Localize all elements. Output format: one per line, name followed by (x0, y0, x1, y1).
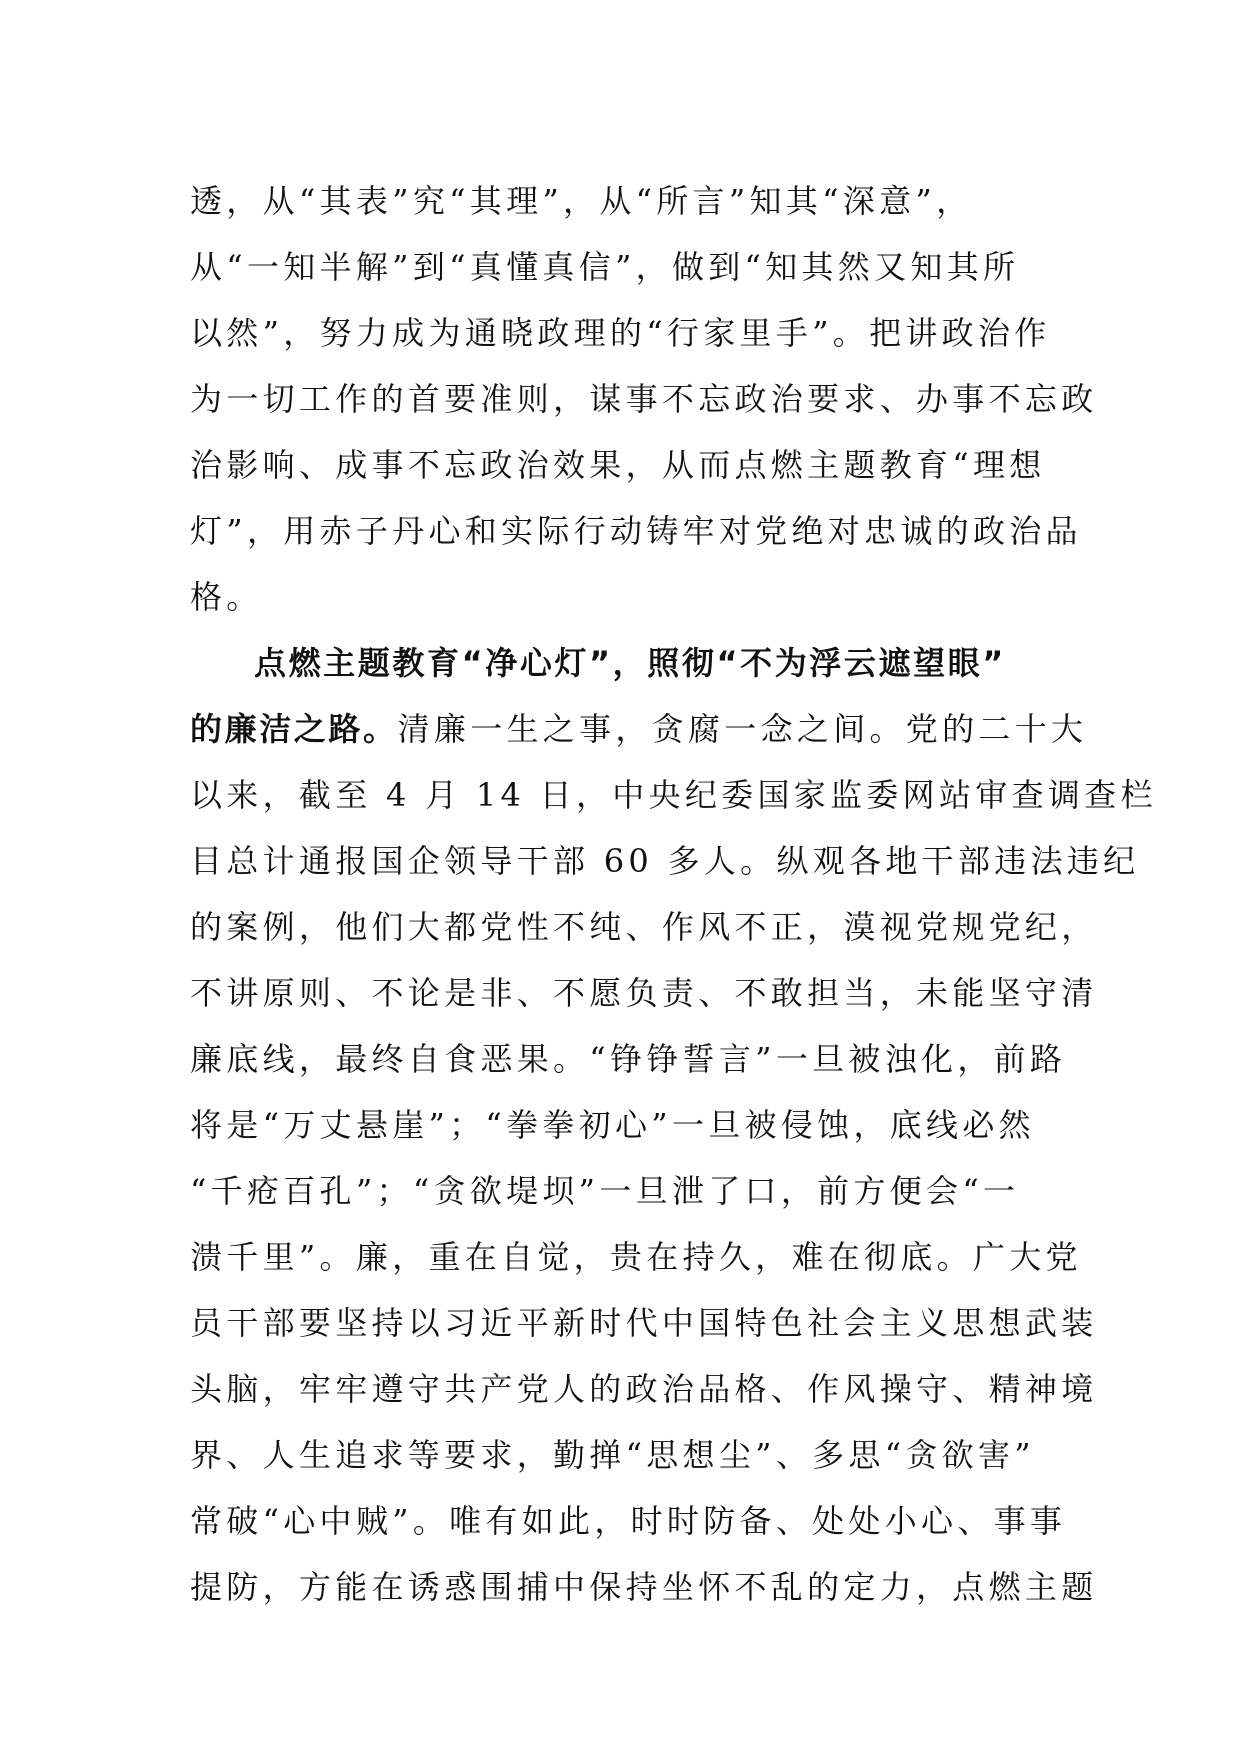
paragraph-line: 将是“万丈悬崖”；“拳拳初心”一旦被侵蚀，底线必然 (190, 1106, 1035, 1144)
paragraph-line: 常破“心中贼”。唯有如此，时时防备、处处小心、事事 (190, 1502, 1067, 1540)
paragraph-line: 提防，方能在诱惑围捕中保持坐怀不乱的定力，点燃主题 (190, 1568, 1098, 1606)
paragraph-line: 溃千里”。廉，重在自觉，贵在持久，难在彻底。广大党 (190, 1238, 1082, 1276)
paragraph-text: 清廉一生之事，贪腐一念之间。党的二十大 (397, 710, 1088, 748)
paragraph-line: 不讲原则、不论是非、不愿负责、不敢担当，未能坚守清 (190, 974, 1098, 1012)
paragraph-line: 以来，截至 4 月 14 日，中央纪委国家监委网站审查调查栏 (190, 776, 1157, 814)
paragraph-line: 从“一知半解”到“真懂真信”，做到“知其然又知其所 (190, 248, 1020, 286)
paragraph-line: 的案例，他们大都党性不纯、作风不正，漠视党规党纪， (190, 908, 1098, 946)
paragraph-line: 界、人生追求等要求，勤掸“思想尘”、多思“贪欲害” (190, 1436, 1035, 1474)
paragraph-2 (190, 630, 1157, 1620)
paragraph-line: 灯”，用赤子丹心和实际行动铸牢对党绝对忠诚的政治品 (190, 512, 1082, 550)
paragraph-line: “千疮百孔”；“贪欲堤坝”一旦泄了口，前方便会“一 (190, 1172, 1020, 1210)
paragraph-line: 目总计通报国企领导干部 60 多人。纵观各地干部违法违纪 (190, 842, 1140, 880)
paragraph-line: 头脑，牢牢遵守共产党人的政治品格、作风操守、精神境 (190, 1370, 1098, 1408)
paragraph-line (190, 696, 1088, 762)
paragraph-line: 以然”，努力成为通晓政理的“行家里手”。把讲政治作 (190, 314, 1051, 352)
paragraph-line: 治影响、成事不忘政治效果，从而点燃主题教育“理想 (190, 446, 1046, 484)
paragraph-line: 为一切工作的首要准则，谋事不忘政治要求、办事不忘政 (190, 380, 1098, 418)
paragraph-line: 透，从“其表”究“其理”，从“所言”知其“深意”， (190, 182, 973, 220)
paragraph-1 (190, 168, 1098, 630)
paragraph-line: 员干部要坚持以习近平新时代中国特色社会主义思想武装 (190, 1304, 1098, 1342)
section-heading: 点燃主题教育“净心灯”，照彻“不为浮云遮望眼” (254, 644, 1006, 682)
paragraph-line: 格。 (190, 578, 263, 616)
paragraph-line: 廉底线，最终自食恶果。“铮铮誓言”一旦被浊化，前路 (190, 1040, 1067, 1078)
document-body (190, 168, 1157, 1620)
section-heading-end: 的廉洁之路。 (190, 710, 398, 748)
